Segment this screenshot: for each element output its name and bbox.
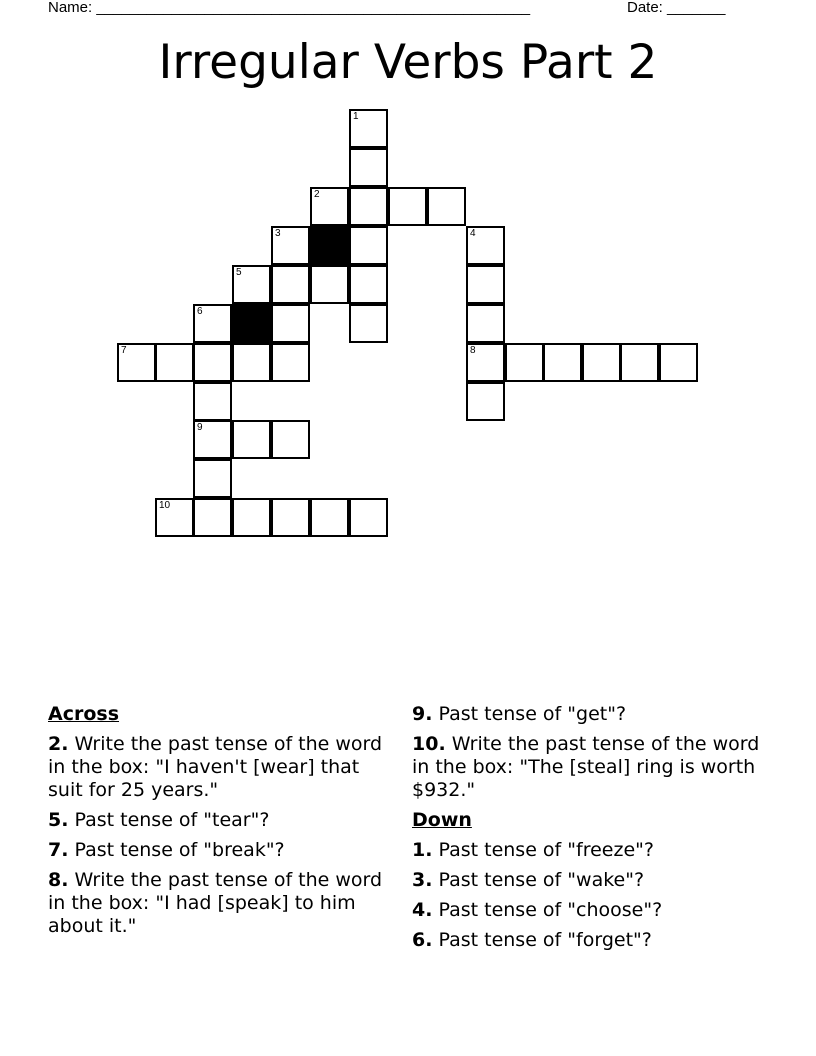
clues-column-right [412, 703, 772, 959]
crossword-cell[interactable] [427, 187, 466, 226]
crossword-cell[interactable] [232, 420, 271, 459]
clue-number: 8 [470, 345, 476, 356]
crossword-cell[interactable] [271, 226, 310, 265]
date-field[interactable]: _______ [662, 0, 726, 16]
crossword-cell[interactable] [388, 187, 427, 226]
clue-text: Past tense of "wake"? [432, 869, 645, 891]
clue-text: Past tense of "freeze"? [432, 839, 654, 861]
clue-text: Past tense of "tear"? [68, 809, 270, 831]
crossword-cell[interactable] [193, 382, 232, 421]
crossword-cell[interactable] [349, 226, 388, 265]
black-square [310, 226, 349, 265]
clue-number: 5 [236, 267, 242, 278]
clue-number: 8. [48, 869, 69, 891]
crossword-cell[interactable] [310, 265, 349, 304]
crossword-cell[interactable] [155, 498, 194, 537]
crossword-cell[interactable] [620, 343, 659, 382]
crossword-cell[interactable] [193, 459, 232, 498]
clue-down-6 [412, 929, 772, 952]
crossword-cell[interactable] [466, 382, 505, 421]
clue-number: 7 [121, 345, 127, 356]
clue-number: 7. [48, 839, 69, 861]
crossword-cell[interactable] [505, 343, 544, 382]
clue-number: 3 [275, 228, 281, 239]
crossword-cell[interactable] [349, 109, 388, 148]
clues-column-left [48, 703, 393, 945]
clue-number: 10. [412, 733, 446, 755]
crossword-cell[interactable] [349, 187, 388, 226]
clue-down-3 [412, 869, 772, 892]
page-title: Irregular Verbs Part 2 [158, 35, 658, 90]
clue-across-7 [48, 839, 393, 862]
clue-number: 4. [412, 899, 433, 921]
crossword-cell[interactable] [193, 343, 232, 382]
clue-down-1 [412, 839, 772, 862]
clue-text: Past tense of "forget"? [432, 929, 652, 951]
clue-number: 6. [412, 929, 433, 951]
clue-text: Write the past tense of the word in the box: "I had [speak] to him about it." [48, 869, 383, 937]
down-heading: Down [412, 809, 472, 831]
clue-across-10 [412, 733, 772, 802]
crossword-cell[interactable] [155, 343, 194, 382]
clue-number: 9 [197, 422, 203, 433]
crossword-cell[interactable] [193, 498, 232, 537]
crossword-cell[interactable] [349, 498, 388, 537]
crossword-cell[interactable] [466, 343, 505, 382]
clue-number: 2. [48, 733, 69, 755]
crossword-cell[interactable] [349, 148, 388, 187]
clue-number: 1. [412, 839, 433, 861]
crossword-cell[interactable] [193, 420, 232, 459]
name-field[interactable]: ____________________________________________________ [92, 0, 531, 16]
crossword-cell[interactable] [232, 265, 271, 304]
crossword-cell[interactable] [117, 343, 156, 382]
crossword-cell[interactable] [582, 343, 621, 382]
black-square [232, 304, 271, 343]
crossword-cell[interactable] [466, 304, 505, 343]
name-label: Name: [48, 0, 93, 16]
clue-across-2 [48, 733, 393, 802]
clue-across-9 [412, 703, 772, 726]
crossword-cell[interactable] [271, 420, 310, 459]
clue-across-8 [48, 869, 393, 938]
clue-text: Write the past tense of the word in the box: "The [steal] ring is worth $932." [412, 733, 760, 801]
clue-number: 5. [48, 809, 69, 831]
crossword-cell[interactable] [232, 343, 271, 382]
crossword-cell[interactable] [659, 343, 698, 382]
crossword-cell[interactable] [466, 226, 505, 265]
clue-number: 10 [159, 500, 171, 511]
clue-down-4 [412, 899, 772, 922]
crossword-cell[interactable] [271, 498, 310, 537]
date-label: Date: [627, 0, 663, 16]
crossword-cell[interactable] [271, 343, 310, 382]
clue-number: 2 [314, 189, 320, 200]
crossword-cell[interactable] [349, 304, 388, 343]
clue-number: 1 [353, 111, 359, 122]
crossword-cell[interactable] [310, 498, 349, 537]
clue-text: Write the past tense of the word in the box: "I haven't [wear] that suit for 25 years." [48, 733, 383, 801]
crossword-cell[interactable] [543, 343, 582, 382]
clue-number: 3. [412, 869, 433, 891]
clue-text: Past tense of "break"? [68, 839, 285, 861]
clue-text: Past tense of "choose"? [432, 899, 663, 921]
crossword-cell[interactable] [349, 265, 388, 304]
crossword-cell[interactable] [310, 187, 349, 226]
crossword-cell[interactable] [466, 265, 505, 304]
crossword-cell[interactable] [232, 498, 271, 537]
crossword-cell[interactable] [271, 265, 310, 304]
clue-across-5 [48, 809, 393, 832]
crossword-cell[interactable] [271, 304, 310, 343]
clue-text: Past tense of "get"? [432, 703, 627, 725]
across-heading: Across [48, 703, 120, 725]
crossword-cell[interactable] [193, 304, 232, 343]
clue-number: 4 [470, 228, 476, 239]
clue-number: 6 [197, 306, 203, 317]
clue-number: 9. [412, 703, 433, 725]
